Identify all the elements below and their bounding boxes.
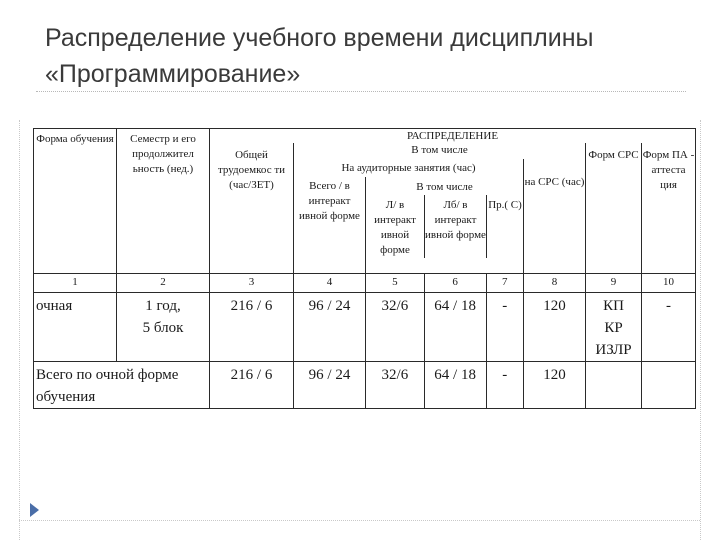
distribution-table: [33, 128, 696, 409]
row-pa: -: [642, 292, 696, 361]
row-aud-total: 96 / 24: [294, 292, 366, 361]
frame-right-border: [700, 120, 701, 540]
row-practice: -: [486, 292, 523, 361]
column-number-row: [34, 273, 696, 292]
total-lectures: 32/6: [366, 361, 425, 408]
total-pa: [642, 361, 696, 408]
title-divider: [36, 91, 686, 92]
header-total-interactive: Всего / в интеракт ивной форме: [294, 177, 366, 273]
total-srs-form: [586, 361, 642, 408]
column-number: 4: [294, 273, 366, 292]
row-lectures: 32/6: [366, 292, 425, 361]
column-number: 6: [424, 273, 486, 292]
header-including-inner-cell: [366, 177, 524, 273]
frame-left-border: [19, 120, 20, 540]
header-semester: Семестр и его продолжител ьность (нед.): [117, 129, 210, 274]
header-form: Форма обучения: [34, 129, 117, 274]
table-row: [34, 292, 696, 361]
header-pa-form: Форм ПА - аттеста ция: [642, 143, 696, 273]
header-total: Общей трудоемкос ти (час/ЗЕТ): [210, 143, 294, 273]
column-number: 1: [34, 273, 117, 292]
header-lectures: Л/ в интеракт ивной форме: [366, 195, 425, 258]
header-including-inner: В том числе: [416, 181, 473, 193]
row-srs-form: КП КР ИЗЛР: [586, 292, 642, 361]
next-slide-arrow-icon[interactable]: [30, 503, 39, 517]
table-total-row: [34, 361, 696, 408]
header-auditory: На аудиторные занятия (час): [294, 159, 524, 177]
row-semester: 1 год, 5 блок: [117, 292, 210, 361]
slide-title: Распределение учебного времени дисциплины «Программирование»: [45, 24, 594, 88]
column-number: 5: [366, 273, 425, 292]
row-srs: 120: [524, 292, 586, 361]
frame-bottom-border: [19, 520, 700, 521]
table-header-row: [34, 129, 696, 144]
header-subcolumns: [366, 195, 523, 258]
header-srs-form: Форм СРС: [586, 143, 642, 273]
total-label: Всего по очной форме обучения: [34, 361, 210, 408]
header-distribution: РАСПРЕДЕЛЕНИЕ: [210, 129, 696, 144]
row-form: очная: [34, 292, 117, 361]
column-number: 7: [486, 273, 523, 292]
column-number: 3: [210, 273, 294, 292]
header-including: В том числе: [294, 143, 586, 159]
total-aud-total: 96 / 24: [294, 361, 366, 408]
total-labs: 64 / 18: [424, 361, 486, 408]
column-number: 2: [117, 273, 210, 292]
column-number: 8: [524, 273, 586, 292]
column-number: 10: [642, 273, 696, 292]
header-practice: Пр.( С): [488, 199, 522, 211]
header-srs: на СРС (час): [524, 159, 586, 273]
total-srs: 120: [524, 361, 586, 408]
total-total: 216 / 6: [210, 361, 294, 408]
total-practice: -: [486, 361, 523, 408]
header-labs: Лб/ в интеракт ивной форме: [425, 195, 487, 258]
row-total: 216 / 6: [210, 292, 294, 361]
row-labs: 64 / 18: [424, 292, 486, 361]
column-number: 9: [586, 273, 642, 292]
